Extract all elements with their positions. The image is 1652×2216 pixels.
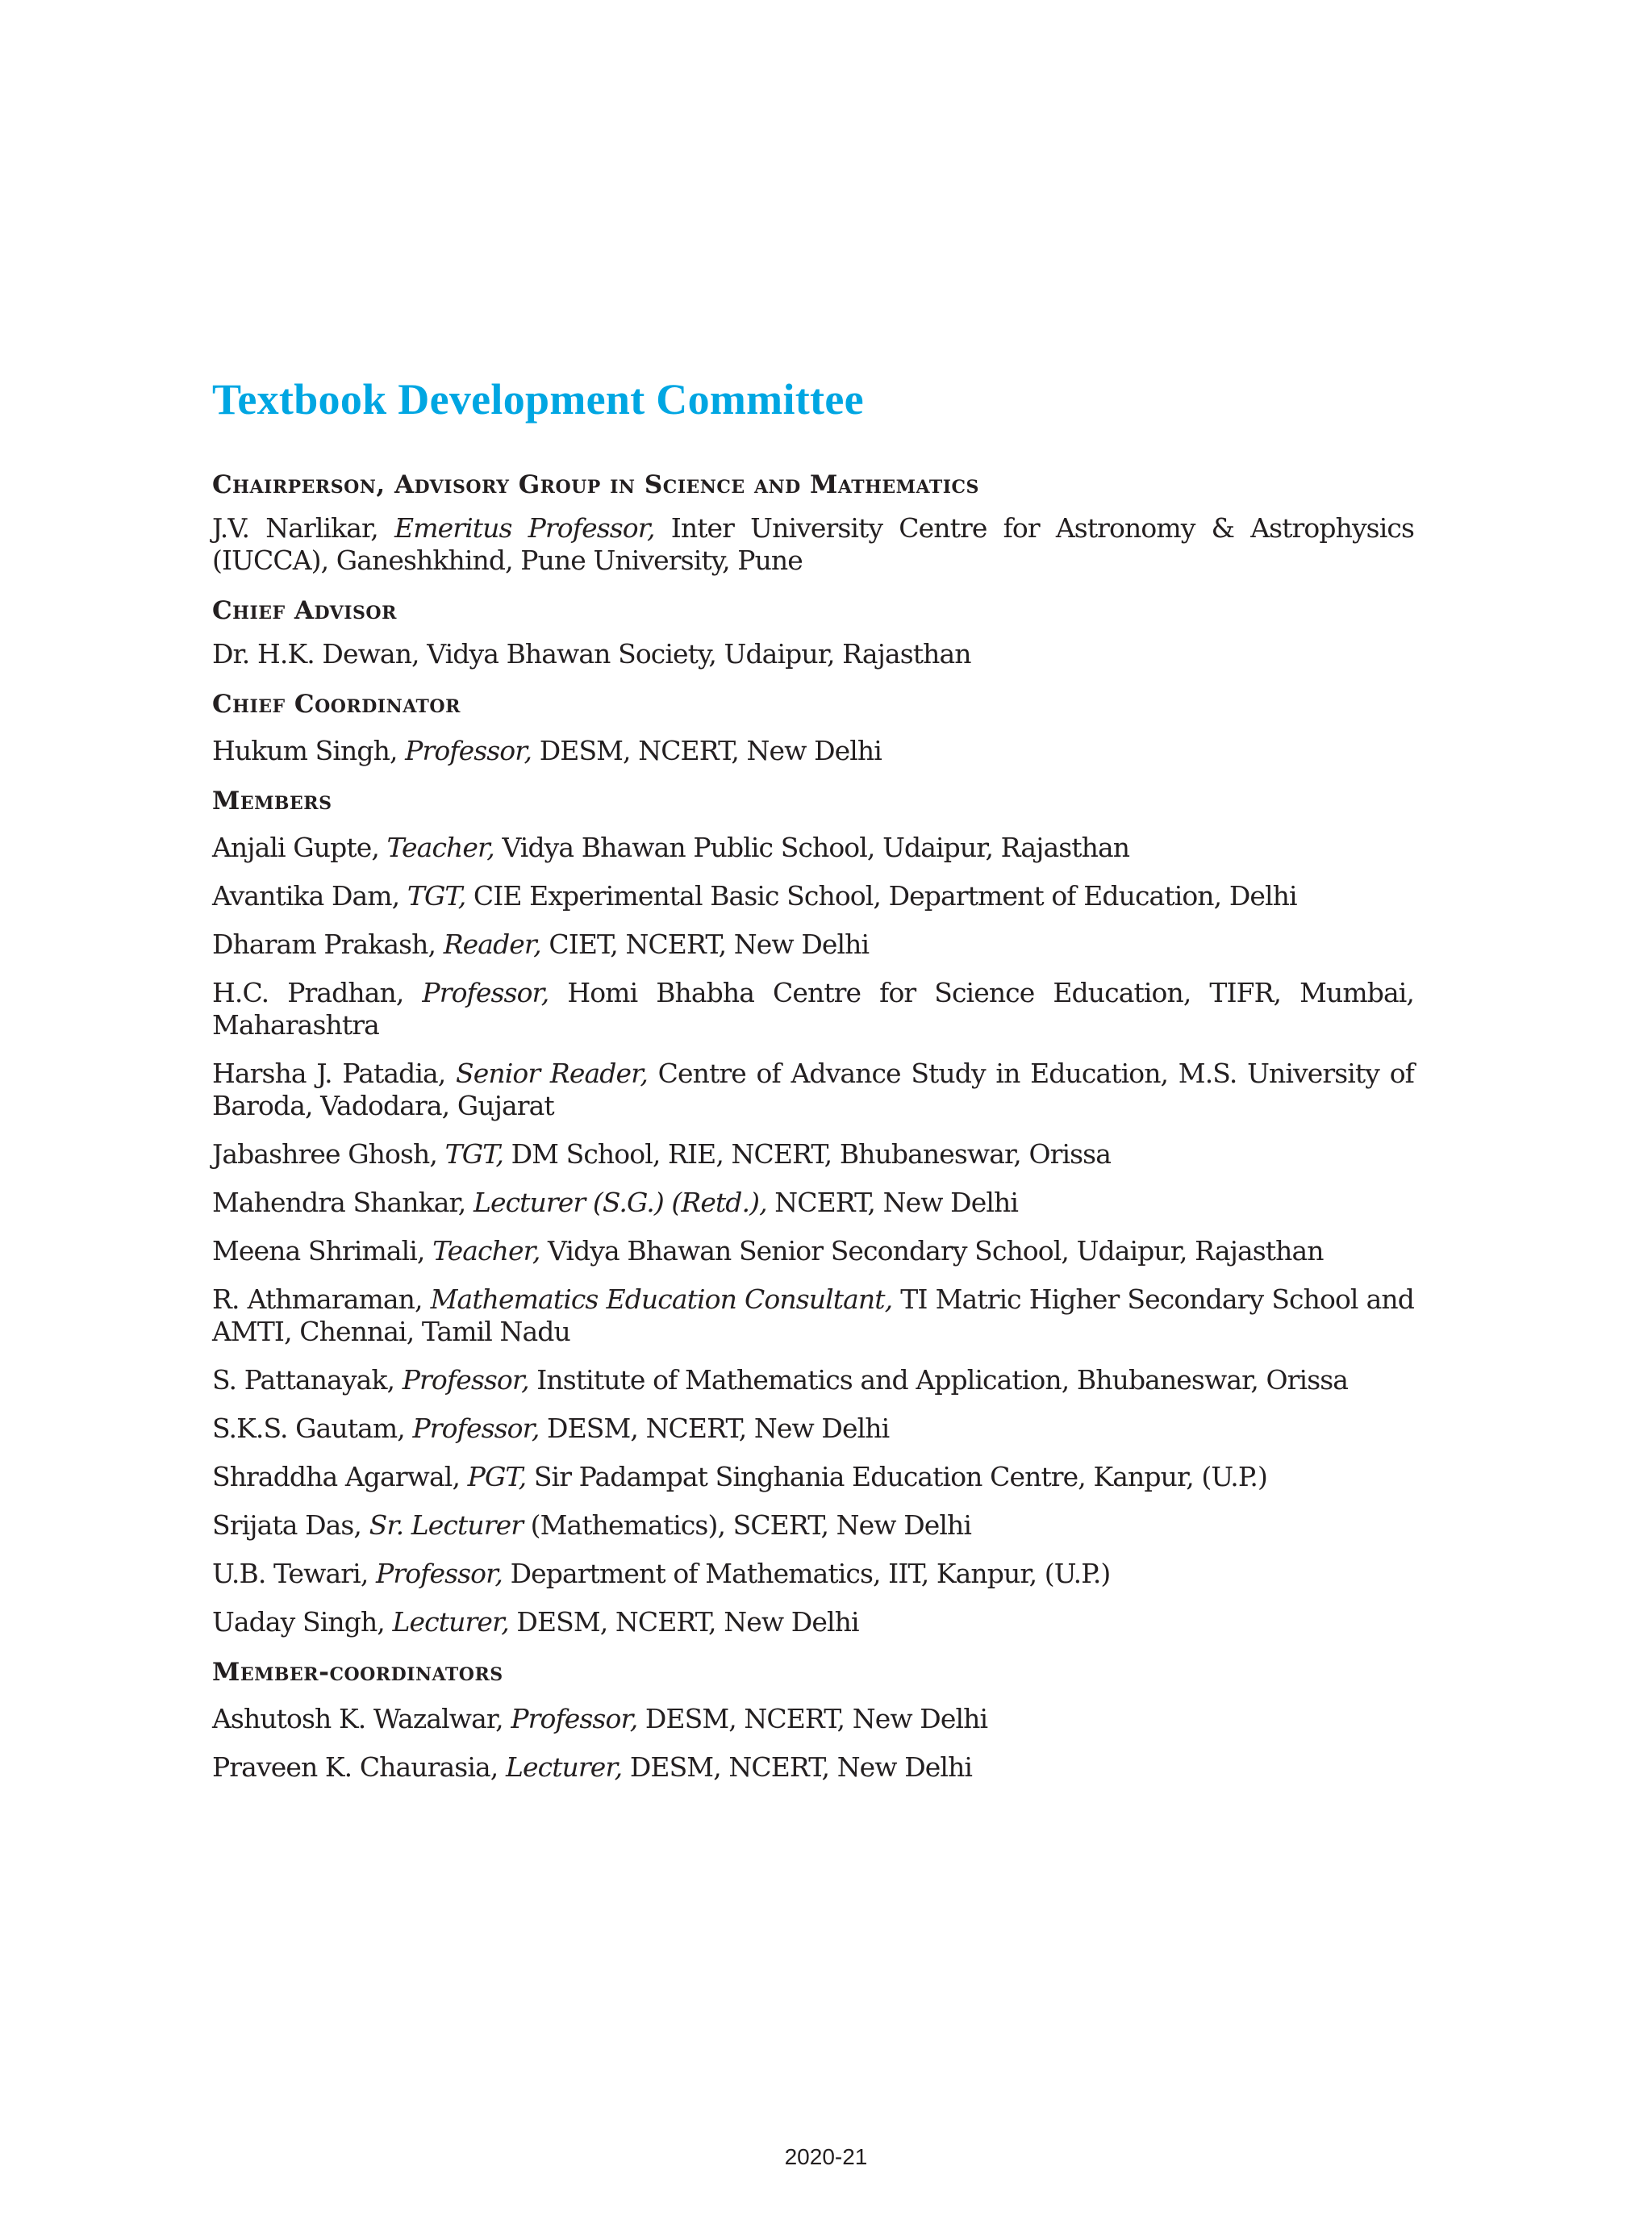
member-affiliation: TI Matric Higher Secondary School and AMTI, Chennai, Tamil Nadu <box>212 1283 1414 1347</box>
member-affiliation: Department of Mathematics, IIT, Kanpur, (U.P.) <box>502 1558 1111 1589</box>
member-entry <box>212 1138 1414 1171</box>
member-name: Uaday Singh, <box>212 1606 393 1638</box>
member-name: Hukum Singh, <box>212 735 406 766</box>
member-role: Professor, <box>412 1413 540 1444</box>
member-entry <box>212 1283 1414 1348</box>
page-title: Textbook Development Committee <box>212 375 864 424</box>
member-role: TGT, <box>444 1138 504 1170</box>
member-role: Professor, <box>402 1364 529 1396</box>
member-entry <box>212 880 1414 912</box>
member-role: PGT, <box>467 1461 527 1492</box>
member-affiliation: DESM, NCERT, New Delhi <box>637 1703 988 1734</box>
section-chairperson <box>212 470 1414 577</box>
member-name: S.K.S. Gautam, <box>212 1413 413 1444</box>
member-role: TGT, <box>407 880 466 912</box>
member-entry <box>212 1058 1414 1122</box>
committee-list <box>212 470 1414 1784</box>
member-name: Meena Shrimali, <box>212 1235 433 1267</box>
section-member-coordinators <box>212 1658 1414 1784</box>
section-heading: Members <box>212 787 332 816</box>
member-role: Professor, <box>376 1558 503 1589</box>
member-entry <box>212 1413 1414 1445</box>
section-heading: Member-coordinators <box>212 1658 503 1687</box>
member-name: Mahendra Shankar, <box>212 1187 473 1218</box>
member-name: Ashutosh K. Wazalwar, <box>212 1703 511 1734</box>
member-affiliation: NCERT, New Delhi <box>766 1187 1018 1218</box>
section-heading: Chief Advisor <box>212 596 397 625</box>
member-entry <box>212 1606 1414 1638</box>
member-role: Reader, <box>443 929 541 960</box>
member-role: Professor, <box>422 977 549 1008</box>
member-role: Professor, <box>405 735 532 766</box>
member-affiliation: CIET, NCERT, New Delhi <box>540 929 870 960</box>
member-name: Jabashree Ghosh, <box>212 1138 445 1170</box>
member-name: Harsha J. Patadia, <box>212 1058 457 1089</box>
member-name: Anjali Gupte, <box>212 832 387 863</box>
member-entry <box>212 1235 1414 1267</box>
member-role: Emeritus Professor, <box>394 512 655 544</box>
member-role: Professor, <box>511 1703 638 1734</box>
page-footer-year: 2020-21 <box>784 2144 868 2169</box>
member-affiliation: Inter University Centre for Astronomy & Astrophysics (IUCCA), Ganeshkhind, Pune University, Pune <box>212 512 1414 576</box>
member-affiliation: DESM, NCERT, New Delhi <box>622 1751 973 1783</box>
member-affiliation: Institute of Mathematics and Application, Bhubaneswar, Orissa <box>528 1364 1349 1396</box>
member-affiliation: Centre of Advance Study in Education, M.S. University of Baroda, Vadodara, Gujarat <box>212 1058 1414 1121</box>
member-entry <box>212 512 1414 577</box>
member-role: Mathematics Education Consultant, <box>430 1283 893 1315</box>
member-entry <box>212 977 1414 1041</box>
member-affiliation: (Mathematics), SCERT, New Delhi <box>523 1509 972 1541</box>
section-members <box>212 787 1414 1638</box>
member-entry <box>212 1751 1414 1784</box>
member-name: S. Pattanayak, <box>212 1364 403 1396</box>
member-affiliation: DESM, NCERT, New Delhi <box>532 735 882 766</box>
member-affiliation: CIE Experimental Basic School, Department of Education, Delhi <box>465 880 1297 912</box>
member-affiliation: DM School, RIE, NCERT, Bhubaneswar, Orissa <box>503 1138 1111 1170</box>
member-role: Teacher, <box>432 1235 540 1267</box>
member-name: R. Athmaraman, <box>212 1283 431 1315</box>
member-entry <box>212 735 1414 767</box>
section-chief-coordinator <box>212 690 1414 767</box>
member-role: Sr. Lecturer <box>369 1509 524 1541</box>
member-entry <box>212 832 1414 864</box>
member-entry <box>212 1364 1414 1396</box>
member-entry <box>212 638 1414 670</box>
section-heading: Chief Coordinator <box>212 690 461 719</box>
member-affiliation: Vidya Bhawan Public School, Udaipur, Rajasthan <box>494 832 1130 863</box>
member-name: Shraddha Agarwal, <box>212 1461 468 1492</box>
member-role: Lecturer (S.G.) (Retd.), <box>473 1187 767 1218</box>
member-name: Avantika Dam, <box>212 880 407 912</box>
member-role: Senior Reader, <box>456 1058 648 1089</box>
member-affiliation: DESM, NCERT, New Delhi <box>508 1606 859 1638</box>
member-role: Lecturer, <box>505 1751 623 1783</box>
member-name: Dharam Prakash, <box>212 929 444 960</box>
member-affiliation: Homi Bhabha Centre for Science Education, TIFR, Mumbai, Maharashtra <box>212 977 1414 1041</box>
member-entry <box>212 1558 1414 1590</box>
member-entry <box>212 1509 1414 1542</box>
member-role: Lecturer, <box>392 1606 509 1638</box>
member-entry <box>212 1187 1414 1219</box>
member-name: J.V. Narlikar, <box>212 512 394 544</box>
member-name: U.B. Tewari, <box>212 1558 377 1589</box>
member-affiliation: DESM, NCERT, New Delhi <box>539 1413 890 1444</box>
member-affiliation: Sir Padampat Singhania Education Centre, Kanpur, (U.P.) <box>526 1461 1267 1492</box>
member-name: H.C. Pradhan, <box>212 977 423 1008</box>
section-heading: Chairperson, Advisory Group in Science and Mathematics <box>212 470 979 499</box>
member-entry <box>212 1461 1414 1493</box>
member-role: Teacher, <box>386 832 494 863</box>
section-chief-advisor <box>212 596 1414 670</box>
member-name: Dr. H.K. Dewan, Vidya Bhawan Society, Udaipur, Rajasthan <box>212 638 971 670</box>
member-name: Srijata Das, <box>212 1509 369 1541</box>
member-entry <box>212 929 1414 961</box>
member-entry <box>212 1703 1414 1735</box>
member-affiliation: Vidya Bhawan Senior Secondary School, Udaipur, Rajasthan <box>540 1235 1324 1267</box>
member-name: Praveen K. Chaurasia, <box>212 1751 506 1783</box>
